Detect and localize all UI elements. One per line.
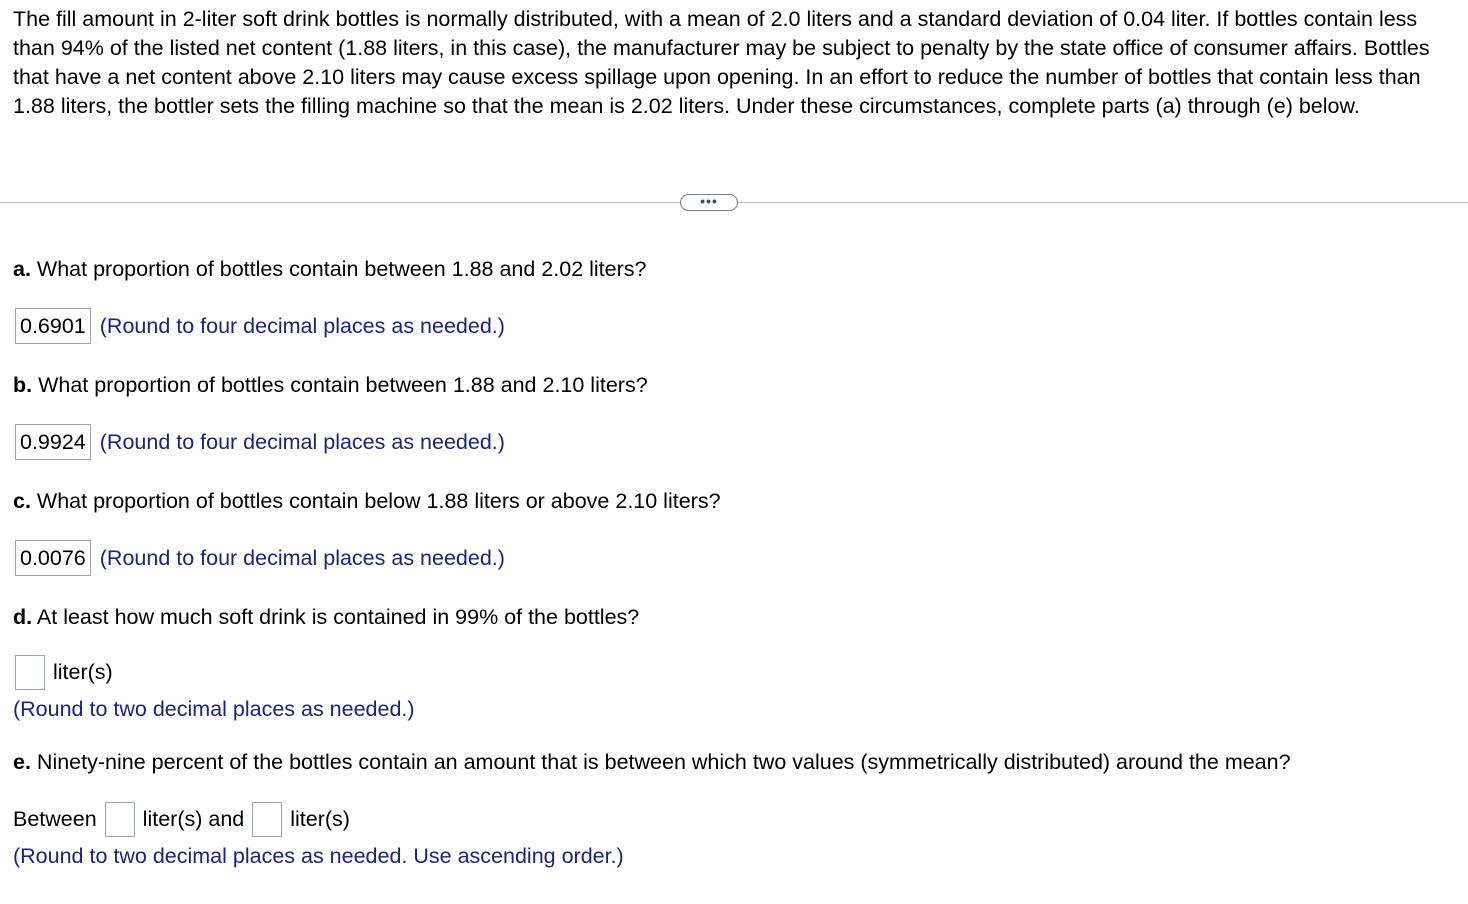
part-b-letter: b. bbox=[13, 373, 33, 397]
part-a-question bbox=[13, 256, 646, 282]
part-a-text: What proportion of bottles contain between 1.88 and 2.02 liters? bbox=[36, 257, 647, 281]
part-a-answer-field[interactable] bbox=[15, 308, 91, 344]
part-d-text: At least how much soft drink is contained in 99% of the bottles? bbox=[36, 605, 640, 629]
part-e-hint: (Round to two decimal places as needed. Use ascending order.) bbox=[13, 844, 624, 868]
part-a-answer-row bbox=[15, 308, 505, 344]
part-e-text: Ninety-nine percent of the bottles contain an amount that is between which two values (symmetrically distributed) around the mean? bbox=[36, 750, 1291, 774]
part-b-answer-value: 0.9924 bbox=[20, 429, 86, 454]
part-a-hint: (Round to four decimal places as needed.) bbox=[99, 313, 505, 338]
part-b-question bbox=[13, 372, 648, 398]
part-d-answer-field[interactable] bbox=[15, 655, 45, 690]
part-e-question bbox=[13, 749, 1291, 775]
expand-more-button[interactable]: ••• bbox=[680, 194, 738, 211]
part-d-letter: d. bbox=[13, 605, 33, 629]
part-e-prefix: Between bbox=[13, 807, 97, 831]
part-c-answer-value: 0.0076 bbox=[20, 545, 86, 570]
part-a-letter: a. bbox=[13, 257, 31, 281]
part-b-text: What proportion of bottles contain between 1.88 and 2.10 liters? bbox=[38, 373, 648, 397]
part-e-upper-answer-field[interactable] bbox=[252, 802, 282, 837]
part-b-hint: (Round to four decimal places as needed.) bbox=[99, 429, 505, 454]
part-e-answer-row bbox=[13, 802, 350, 837]
part-b-answer-row bbox=[15, 424, 505, 460]
part-d-question bbox=[13, 604, 639, 630]
part-b-answer-field[interactable] bbox=[15, 424, 91, 460]
part-c-letter: c. bbox=[13, 489, 31, 513]
part-c-text: What proportion of bottles contain below 1.88 liters or above 2.10 liters? bbox=[36, 489, 721, 513]
part-d-answer-row bbox=[15, 655, 113, 690]
problem-statement: The fill amount in 2-liter soft drink bottles is normally distributed, with a mean of 2.0 liters and a standard deviation of 0.04 liter. If bottles contain less than 94% of the listed net content (1.88 liters, in this case), the manufacturer may be subject to penalty by the state office of consumer affairs. Bottles that have a net content above 2.10 liters may cause excess spillage upon opening. In an effort to reduce the number of bottles that contain less than 1.88 liters, the bottler sets the filling machine so that the mean is 2.02 liters. Under these circumstances, complete parts (a) through (e) below. bbox=[13, 7, 1430, 118]
part-e-letter: e. bbox=[13, 750, 31, 774]
part-a-answer-value: 0.6901 bbox=[20, 313, 86, 338]
part-c-answer-field[interactable] bbox=[15, 540, 91, 576]
part-c-hint: (Round to four decimal places as needed.) bbox=[99, 545, 505, 570]
part-c-answer-row bbox=[15, 540, 505, 576]
part-d-hint: (Round to two decimal places as needed.) bbox=[13, 697, 415, 721]
part-e-lower-answer-field[interactable] bbox=[105, 802, 135, 837]
part-e-unit: liter(s) bbox=[290, 807, 350, 831]
part-e-middle-text: liter(s) and bbox=[142, 807, 245, 831]
part-d-unit: liter(s) bbox=[53, 660, 113, 684]
part-c-question bbox=[13, 488, 721, 514]
